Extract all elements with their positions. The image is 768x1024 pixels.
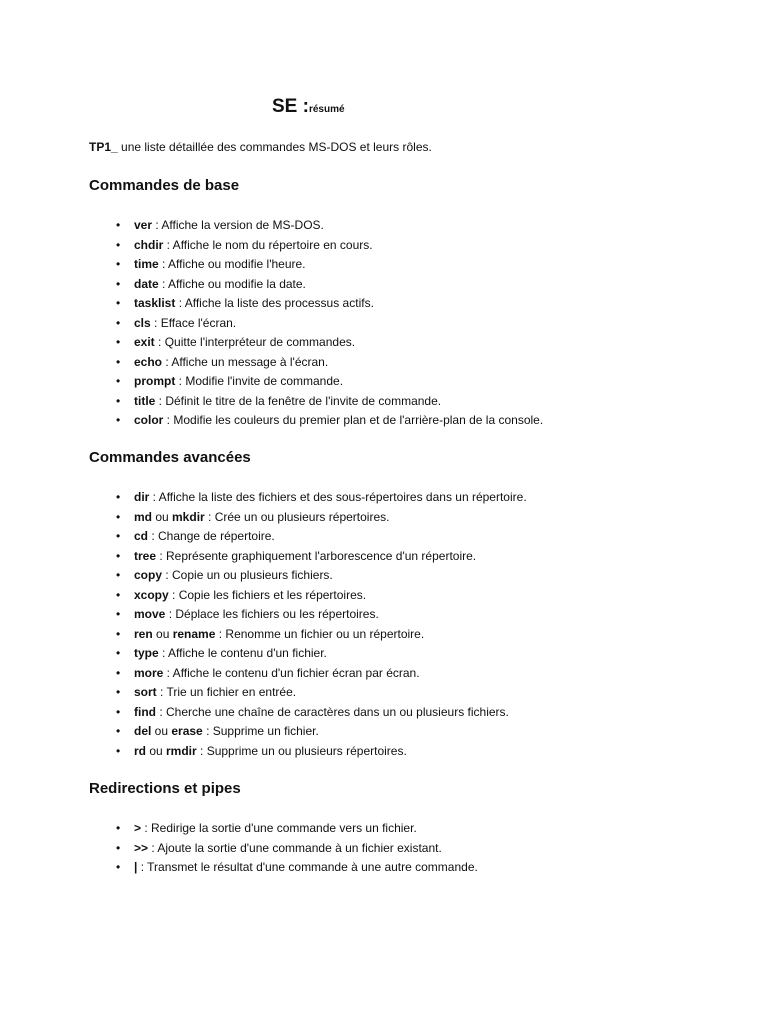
command-name: chdir bbox=[134, 237, 164, 252]
bullet-icon: • bbox=[116, 413, 121, 427]
command-desc: : Affiche le nom du répertoire en cours. bbox=[163, 237, 373, 252]
command-name: prompt bbox=[134, 374, 176, 388]
command-name: cd bbox=[134, 529, 149, 543]
command-desc: : Supprime un fichier. bbox=[202, 724, 319, 738]
command-desc: : Crée un ou plusieurs répertoires. bbox=[204, 509, 390, 524]
command-conj: ou bbox=[152, 626, 173, 641]
command-list bbox=[89, 819, 729, 878]
command-name: >> bbox=[134, 840, 149, 855]
command-name: find bbox=[134, 704, 156, 719]
command-desc: : Modifie les couleurs du premier plan et de l'arrière-plan de la console. bbox=[163, 413, 544, 427]
command-desc: : Affiche la liste des fichiers et des sous-répertoires dans un répertoire. bbox=[149, 490, 527, 504]
command-name: color bbox=[134, 413, 164, 427]
intro-text: une liste détaillée des commandes MS-DOS et leurs rôles. bbox=[117, 140, 432, 154]
list-item bbox=[89, 722, 729, 742]
command-name: sort bbox=[134, 685, 157, 699]
command-name: time bbox=[134, 257, 159, 271]
command-conj: ou bbox=[152, 509, 173, 524]
list-item bbox=[89, 742, 729, 762]
list-item bbox=[89, 508, 729, 528]
bullet-icon: • bbox=[116, 646, 121, 660]
command-list bbox=[89, 216, 729, 431]
list-item bbox=[89, 664, 729, 684]
command-desc: : Trie un fichier en entrée. bbox=[156, 685, 297, 699]
command-name: tasklist bbox=[134, 296, 176, 310]
section-commandes-de-base bbox=[89, 176, 729, 431]
command-name: move bbox=[134, 607, 166, 621]
bullet-icon: • bbox=[116, 704, 121, 719]
command-desc: : Affiche la liste des processus actifs. bbox=[175, 296, 374, 310]
title-main: SE : bbox=[272, 96, 309, 117]
section-redirections-et-pipes bbox=[89, 779, 729, 878]
list-item bbox=[89, 392, 729, 412]
bullet-icon: • bbox=[116, 529, 121, 543]
list-item bbox=[89, 566, 729, 586]
bullet-icon: • bbox=[116, 315, 121, 330]
command-name: del bbox=[134, 724, 152, 738]
command-name: echo bbox=[134, 354, 163, 369]
command-desc: : Déplace les fichiers ou les répertoires. bbox=[165, 607, 379, 621]
list-item bbox=[89, 839, 729, 859]
command-desc: : Copie un ou plusieurs fichiers. bbox=[162, 568, 333, 582]
command-name: cls bbox=[134, 315, 151, 330]
command-desc: : Définit le titre de la fenêtre de l'invite de commande. bbox=[155, 393, 442, 408]
intro-paragraph bbox=[89, 140, 432, 154]
command-desc: : Affiche ou modifie la date. bbox=[158, 276, 306, 291]
bullet-icon: • bbox=[116, 568, 121, 582]
bullet-icon: • bbox=[116, 393, 121, 408]
command-name: xcopy bbox=[134, 587, 169, 602]
command-list bbox=[89, 488, 729, 761]
section-heading: Commandes avancées bbox=[89, 449, 251, 466]
command-name: tree bbox=[134, 548, 157, 563]
command-name-alt: erase bbox=[171, 724, 203, 738]
bullet-icon: • bbox=[116, 374, 121, 388]
list-item bbox=[89, 236, 729, 256]
bullet-icon: • bbox=[116, 218, 121, 232]
bullet-icon: • bbox=[116, 237, 121, 252]
command-name: more bbox=[134, 665, 164, 680]
command-desc: : Ajoute la sortie d'une commande à un fichier existant. bbox=[148, 840, 442, 855]
command-desc: : Quitte l'interpréteur de commandes. bbox=[154, 335, 356, 349]
bullet-icon: • bbox=[116, 607, 121, 621]
command-name: md bbox=[134, 509, 152, 524]
command-desc: : Transmet le résultat d'une commande à une autre commande. bbox=[137, 860, 478, 874]
list-item bbox=[89, 353, 729, 373]
command-desc: : Redirige la sortie d'une commande vers un fichier. bbox=[141, 821, 417, 835]
bullet-icon: • bbox=[116, 296, 121, 310]
list-item bbox=[89, 372, 729, 392]
bullet-icon: • bbox=[116, 743, 121, 758]
list-item bbox=[89, 644, 729, 664]
command-desc: : Affiche un message à l'écran. bbox=[162, 354, 329, 369]
command-name: rd bbox=[134, 743, 146, 758]
command-name: > bbox=[134, 821, 142, 835]
command-desc: : Renomme un fichier ou un répertoire. bbox=[215, 626, 425, 641]
command-name-alt: mkdir bbox=[172, 509, 205, 524]
command-desc: : Affiche ou modifie l'heure. bbox=[158, 257, 306, 271]
list-item bbox=[89, 858, 729, 878]
bullet-icon: • bbox=[116, 354, 121, 369]
list-item bbox=[89, 625, 729, 645]
command-name: type bbox=[134, 646, 159, 660]
command-desc: : Change de répertoire. bbox=[148, 529, 275, 543]
command-name: | bbox=[134, 860, 138, 874]
title-sub: résumé bbox=[308, 104, 345, 115]
page-title bbox=[272, 96, 345, 118]
section-heading: Commandes de base bbox=[89, 177, 240, 194]
bullet-icon: • bbox=[116, 665, 121, 680]
command-conj: ou bbox=[146, 743, 167, 758]
command-desc: : Représente graphiquement l'arborescence d'un répertoire. bbox=[156, 548, 477, 563]
list-item bbox=[89, 527, 729, 547]
section-heading: Redirections et pipes bbox=[89, 780, 241, 797]
section-commandes-avancees bbox=[89, 448, 729, 761]
bullet-icon: • bbox=[116, 587, 121, 602]
command-name-alt: rmdir bbox=[166, 743, 197, 758]
bullet-icon: • bbox=[116, 685, 121, 699]
command-name-alt: rename bbox=[172, 626, 216, 641]
bullet-icon: • bbox=[116, 724, 121, 738]
list-item bbox=[89, 683, 729, 703]
list-item bbox=[89, 216, 729, 236]
bullet-icon: • bbox=[116, 626, 121, 641]
list-item bbox=[89, 255, 729, 275]
command-name: ver bbox=[134, 218, 153, 232]
command-desc: : Efface l'écran. bbox=[150, 315, 237, 330]
bullet-icon: • bbox=[116, 821, 121, 835]
command-desc: : Affiche le contenu d'un fichier écran par écran. bbox=[163, 665, 420, 680]
bullet-icon: • bbox=[116, 840, 121, 855]
command-desc: : Supprime un ou plusieurs répertoires. bbox=[196, 743, 407, 758]
command-name: ren bbox=[134, 626, 153, 641]
list-item bbox=[89, 294, 729, 314]
list-item bbox=[89, 411, 729, 431]
command-name: date bbox=[134, 276, 159, 291]
command-desc: : Affiche la version de MS-DOS. bbox=[152, 218, 324, 232]
list-item bbox=[89, 314, 729, 334]
command-name: dir bbox=[134, 490, 150, 504]
command-desc: : Cherche une chaîne de caractères dans un ou plusieurs fichiers. bbox=[156, 704, 509, 719]
list-item bbox=[89, 605, 729, 625]
list-item bbox=[89, 703, 729, 723]
bullet-icon: • bbox=[116, 276, 121, 291]
list-item bbox=[89, 275, 729, 295]
command-name: title bbox=[134, 393, 156, 408]
command-desc: : Copie les fichiers et les répertoires. bbox=[168, 587, 367, 602]
bullet-icon: • bbox=[116, 257, 121, 271]
bullet-icon: • bbox=[116, 335, 121, 349]
bullet-icon: • bbox=[116, 509, 121, 524]
bullet-icon: • bbox=[116, 860, 121, 874]
command-desc: : Modifie l'invite de commande. bbox=[175, 374, 344, 388]
command-name: exit bbox=[134, 335, 155, 349]
bullet-icon: • bbox=[116, 548, 121, 563]
bullet-icon: • bbox=[116, 490, 121, 504]
list-item bbox=[89, 819, 729, 839]
list-item bbox=[89, 488, 729, 508]
intro-label: TP1_ bbox=[89, 140, 118, 154]
list-item bbox=[89, 333, 729, 353]
command-name: copy bbox=[134, 568, 163, 582]
list-item bbox=[89, 547, 729, 567]
command-desc: : Affiche le contenu d'un fichier. bbox=[158, 646, 327, 660]
command-conj: ou bbox=[151, 724, 172, 738]
list-item bbox=[89, 586, 729, 606]
